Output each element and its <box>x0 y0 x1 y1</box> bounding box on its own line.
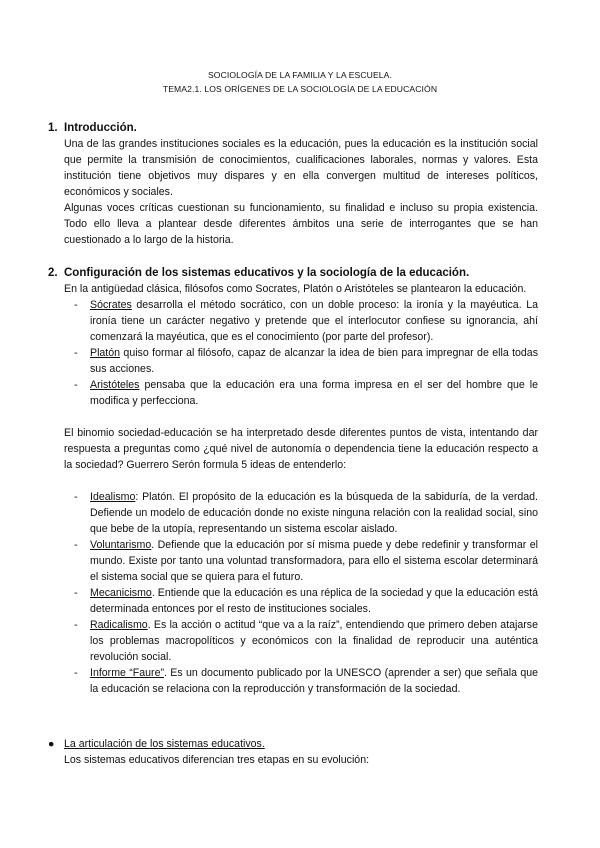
philosopher-text: desarrolla el método socrático, con un doble proceso: la ironía y la mayéutica. La ironía tiene un carácter negativo y pretende que el interlocutor confiese su ignorancia, ahí comenzará la mayéutica, que es el conocimiento (por parte del profesor). <box>90 299 538 343</box>
list-item <box>74 489 538 537</box>
idea-text: . Defiende que la educación por sí misma puede y debe redefinir y transformar el mundo. Existe por tanto una voluntad transformadora, para ello el sistema escolar determinará el sistema social que se quiera para el futuro. <box>90 539 538 583</box>
philosopher-name: Aristóteles <box>90 379 140 391</box>
subsection-articulacion <box>48 736 538 768</box>
philosopher-text: quiso formar al filósofo, capaz de alcanzar la idea de bien para impregnar de ella todas sus acciones. <box>90 347 538 375</box>
paragraph: Algunas voces críticas cuestionan su funcionamiento, su finalidad e incluso su propia existencia. Todo ello lleva a plantear desde diferentes ámbitos una serie de interrogantes que se han cuestionado a lo largo de la historia. <box>64 202 538 246</box>
ideas-list <box>74 489 538 697</box>
idea-name: Voluntarismo <box>90 539 152 551</box>
idea-text: . Es un documento publicado por la UNESCO (aprender a ser) que señala que la educación se relaciona con la reproducción y transformación de la sociedad. <box>90 667 538 695</box>
list-item <box>74 617 538 665</box>
philosophers-list <box>74 297 538 409</box>
idea-name: Mecanicismo <box>90 587 152 599</box>
philosopher-name: Sócrates <box>90 299 132 311</box>
section-number: 2. <box>48 267 58 279</box>
bullet-icon: ● <box>48 738 55 750</box>
idea-name: Informe “Faure” <box>90 667 164 679</box>
philosopher-text: pensaba que la educación era una forma impresa en el ser del hombre que le modifica y perfecciona. <box>90 379 538 407</box>
list-item <box>74 585 538 617</box>
paragraph: Una de las grandes instituciones sociales es la educación, pues la educación es la institución social que permite la transmisión de conocimientos, cualificaciones laborales, normas y valores. Esta institución tiene objetivos muy dispares y en ella convergen multitud de intereses políticos, económicos y sociales. <box>64 138 538 198</box>
idea-text: : Platón. El propósito de la educación es la búsqueda de la sabiduría, de la verdad. Defiende un modelo de educación donde no existe ninguna relación con la realidad social, sino que bebe de la utopía, representando un sistema escolar aislado. <box>90 491 538 535</box>
section-introduccion <box>48 120 538 248</box>
idea-text: . Es la acción o actitud “que va a la raíz”, entendiendo que primero deben atajarse los problemas macropolíticos y económicos con la finalidad de reproducir una auténtica revolución social. <box>90 619 538 663</box>
paragraph: En la antigüedad clásica, filósofos como Socrates, Platón o Aristóteles se plantearon la educación. <box>64 283 527 295</box>
subsection-body <box>64 736 538 768</box>
section-heading <box>48 265 538 281</box>
paragraph: El binomio sociedad-educación se ha interpretado desde diferentes puntos de vista, intentando dar respuesta a preguntas como ¿qué nivel de autonomía o dependencia tiene la educación respecto a la sociedad? Guerrero Serón formula 5 ideas de entenderlo: <box>64 427 538 471</box>
idea-name: Radicalismo <box>90 619 148 631</box>
section-body <box>64 281 538 697</box>
section-configuracion <box>48 265 538 697</box>
section-body <box>64 136 538 248</box>
list-item <box>74 297 538 345</box>
document-header <box>0 68 600 96</box>
list-item <box>74 377 538 409</box>
section-title: Configuración de los sistemas educativos y la sociología de la educación. <box>64 267 470 279</box>
section-number: 1. <box>48 122 58 134</box>
section-heading <box>48 120 538 136</box>
paragraph: Los sistemas educativos diferencian tres etapas en su evolución: <box>64 754 370 766</box>
list-item <box>74 345 538 377</box>
list-item <box>74 537 538 585</box>
course-title: SOCIOLOGÍA DE LA FAMILIA Y LA ESCUELA. <box>207 70 393 80</box>
topic-title: TEMA2.1. LOS ORÍGENES DE LA SOCIOLOGÍA DE LA EDUCACIÓN <box>162 84 438 94</box>
subsection-title: La articulación de los sistemas educativos. <box>64 738 265 750</box>
list-item <box>74 665 538 697</box>
idea-text: . Entiende que la educación es una réplica de la sociedad y que la educación está determinada entonces por el resto de instituciones sociales. <box>90 587 538 615</box>
section-title: Introducción. <box>64 122 137 134</box>
philosopher-name: Platón <box>90 347 121 359</box>
idea-name: Idealismo <box>90 491 136 503</box>
